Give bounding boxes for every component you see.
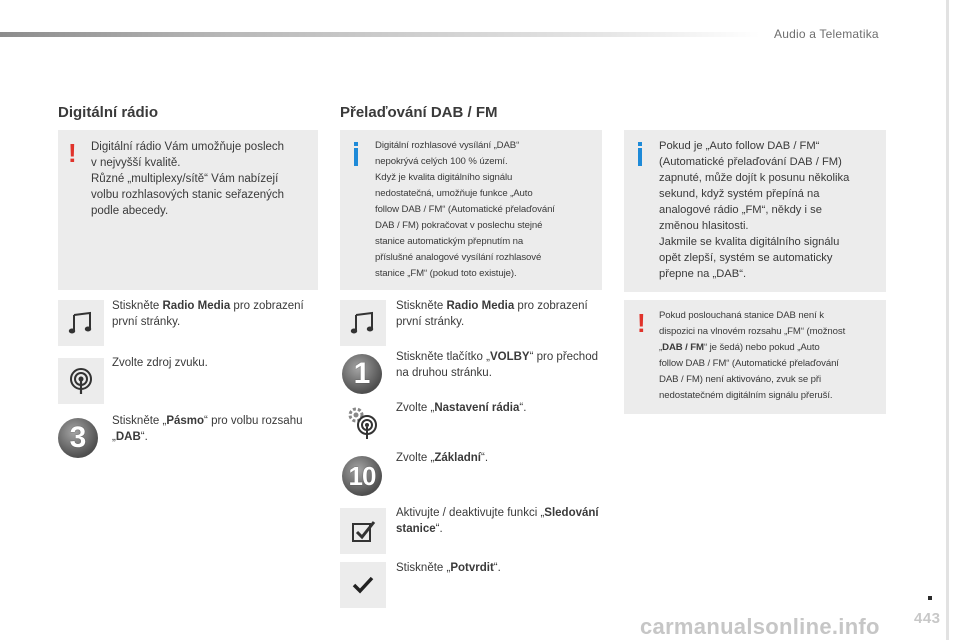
page-number: 443 bbox=[914, 610, 941, 627]
header-gradient-bar bbox=[0, 32, 760, 37]
step-mid-2: Stiskněte tlačítko „VOLBY“ pro přechod na druhou stránku. bbox=[396, 351, 598, 379]
checkmark-icon bbox=[340, 562, 386, 608]
warning-text-dab-fm: Pokud poslouchaná stanice DAB není k dispozici na vlnovém rozsahu „FM“ (možnost „DAB / FM“ je šedá) nebo pokud „Auto follow DAB / FM“ (Automatické přelaďování DAB / FM) není aktivováno, zvuk se při nedostatečném digitálním signálu přeruší. bbox=[659, 310, 846, 401]
info-text-dab: Digitální rozhlasové vysílání „DAB“ nepokrývá celých 100 % území. Když je kvalita digitálního signálu nedostatečná, umožňuje funkce „Auto follow DAB / FM“ (Automatické přelaďování DAB / FM) pokračovat v poslechu stejné stanice automatickým přepnutím na příslušné analogové vysílání rozhlasové stanice „FM“ (pokud toto existuje). bbox=[375, 140, 555, 279]
music-note-icon bbox=[58, 300, 104, 346]
heading-dab-fm: Přelaďování DAB / FM bbox=[340, 104, 498, 121]
step-left-1: Stiskněte Radio Media pro zobrazení první stránky. bbox=[112, 300, 304, 328]
step-mid-1: Stiskněte Radio Media pro zobrazení první stránky. bbox=[396, 300, 588, 328]
info-icon bbox=[354, 148, 358, 166]
step-mid-6: Stiskněte „Potvrdit“. bbox=[396, 562, 501, 574]
checkbox-icon bbox=[340, 508, 386, 554]
badge-number: 3 bbox=[69, 421, 87, 454]
warning-text-digital-radio: Digitální rádio Vám umožňuje poslech v nejvyšší kvalitě. Různé „multiplexy/sítě“ Vám nabízejí volbu rozhlasových stanic seřazených podle abecedy. bbox=[91, 141, 285, 217]
section-title: Audio a Telematika bbox=[774, 27, 879, 41]
step-mid-4: Zvolte „Základní“. bbox=[396, 452, 489, 464]
page-dot bbox=[928, 596, 932, 600]
music-note-icon bbox=[340, 300, 386, 346]
warning-exclamation-icon: ! bbox=[637, 308, 646, 338]
badge-step-1 bbox=[342, 354, 382, 394]
badge-number: 1 bbox=[353, 357, 371, 390]
info-icon bbox=[638, 148, 642, 166]
info-text-auto-follow: Pokud je „Auto follow DAB / FM“ (Automatické přelaďování DAB / FM) zapnuté, může dojít k posunu několika sekund, když systém přepíná na analogové rádio „FM“, někdy i se změnou hlasitosti. Jakmile se kvalita digitálního signálu opět zlepší, systém se automaticky přepne na „DAB“. bbox=[659, 140, 850, 280]
step-left-3: Stiskněte „Pásmo“ pro volbu rozsahu „DAB“. bbox=[112, 415, 303, 443]
watermark: carmanualsonline.info bbox=[640, 614, 880, 639]
heading-digital-radio: Digitální rádio bbox=[58, 104, 159, 121]
settings-radio-icon bbox=[340, 400, 386, 446]
step-left-2: Zvolte zdroj zvuku. bbox=[112, 357, 208, 369]
badge-step-10 bbox=[342, 456, 382, 496]
step-mid-5: Aktivujte / deaktivujte funkci „Sledování stanice“. bbox=[396, 507, 599, 535]
badge-number: 10 bbox=[348, 461, 376, 491]
step-mid-3: Zvolte „Nastavení rádia“. bbox=[396, 402, 527, 414]
warning-exclamation-icon: ! bbox=[68, 138, 77, 168]
badge-step-3 bbox=[58, 418, 98, 458]
radio-antenna-icon bbox=[58, 358, 104, 404]
right-edge-rule bbox=[946, 0, 949, 640]
